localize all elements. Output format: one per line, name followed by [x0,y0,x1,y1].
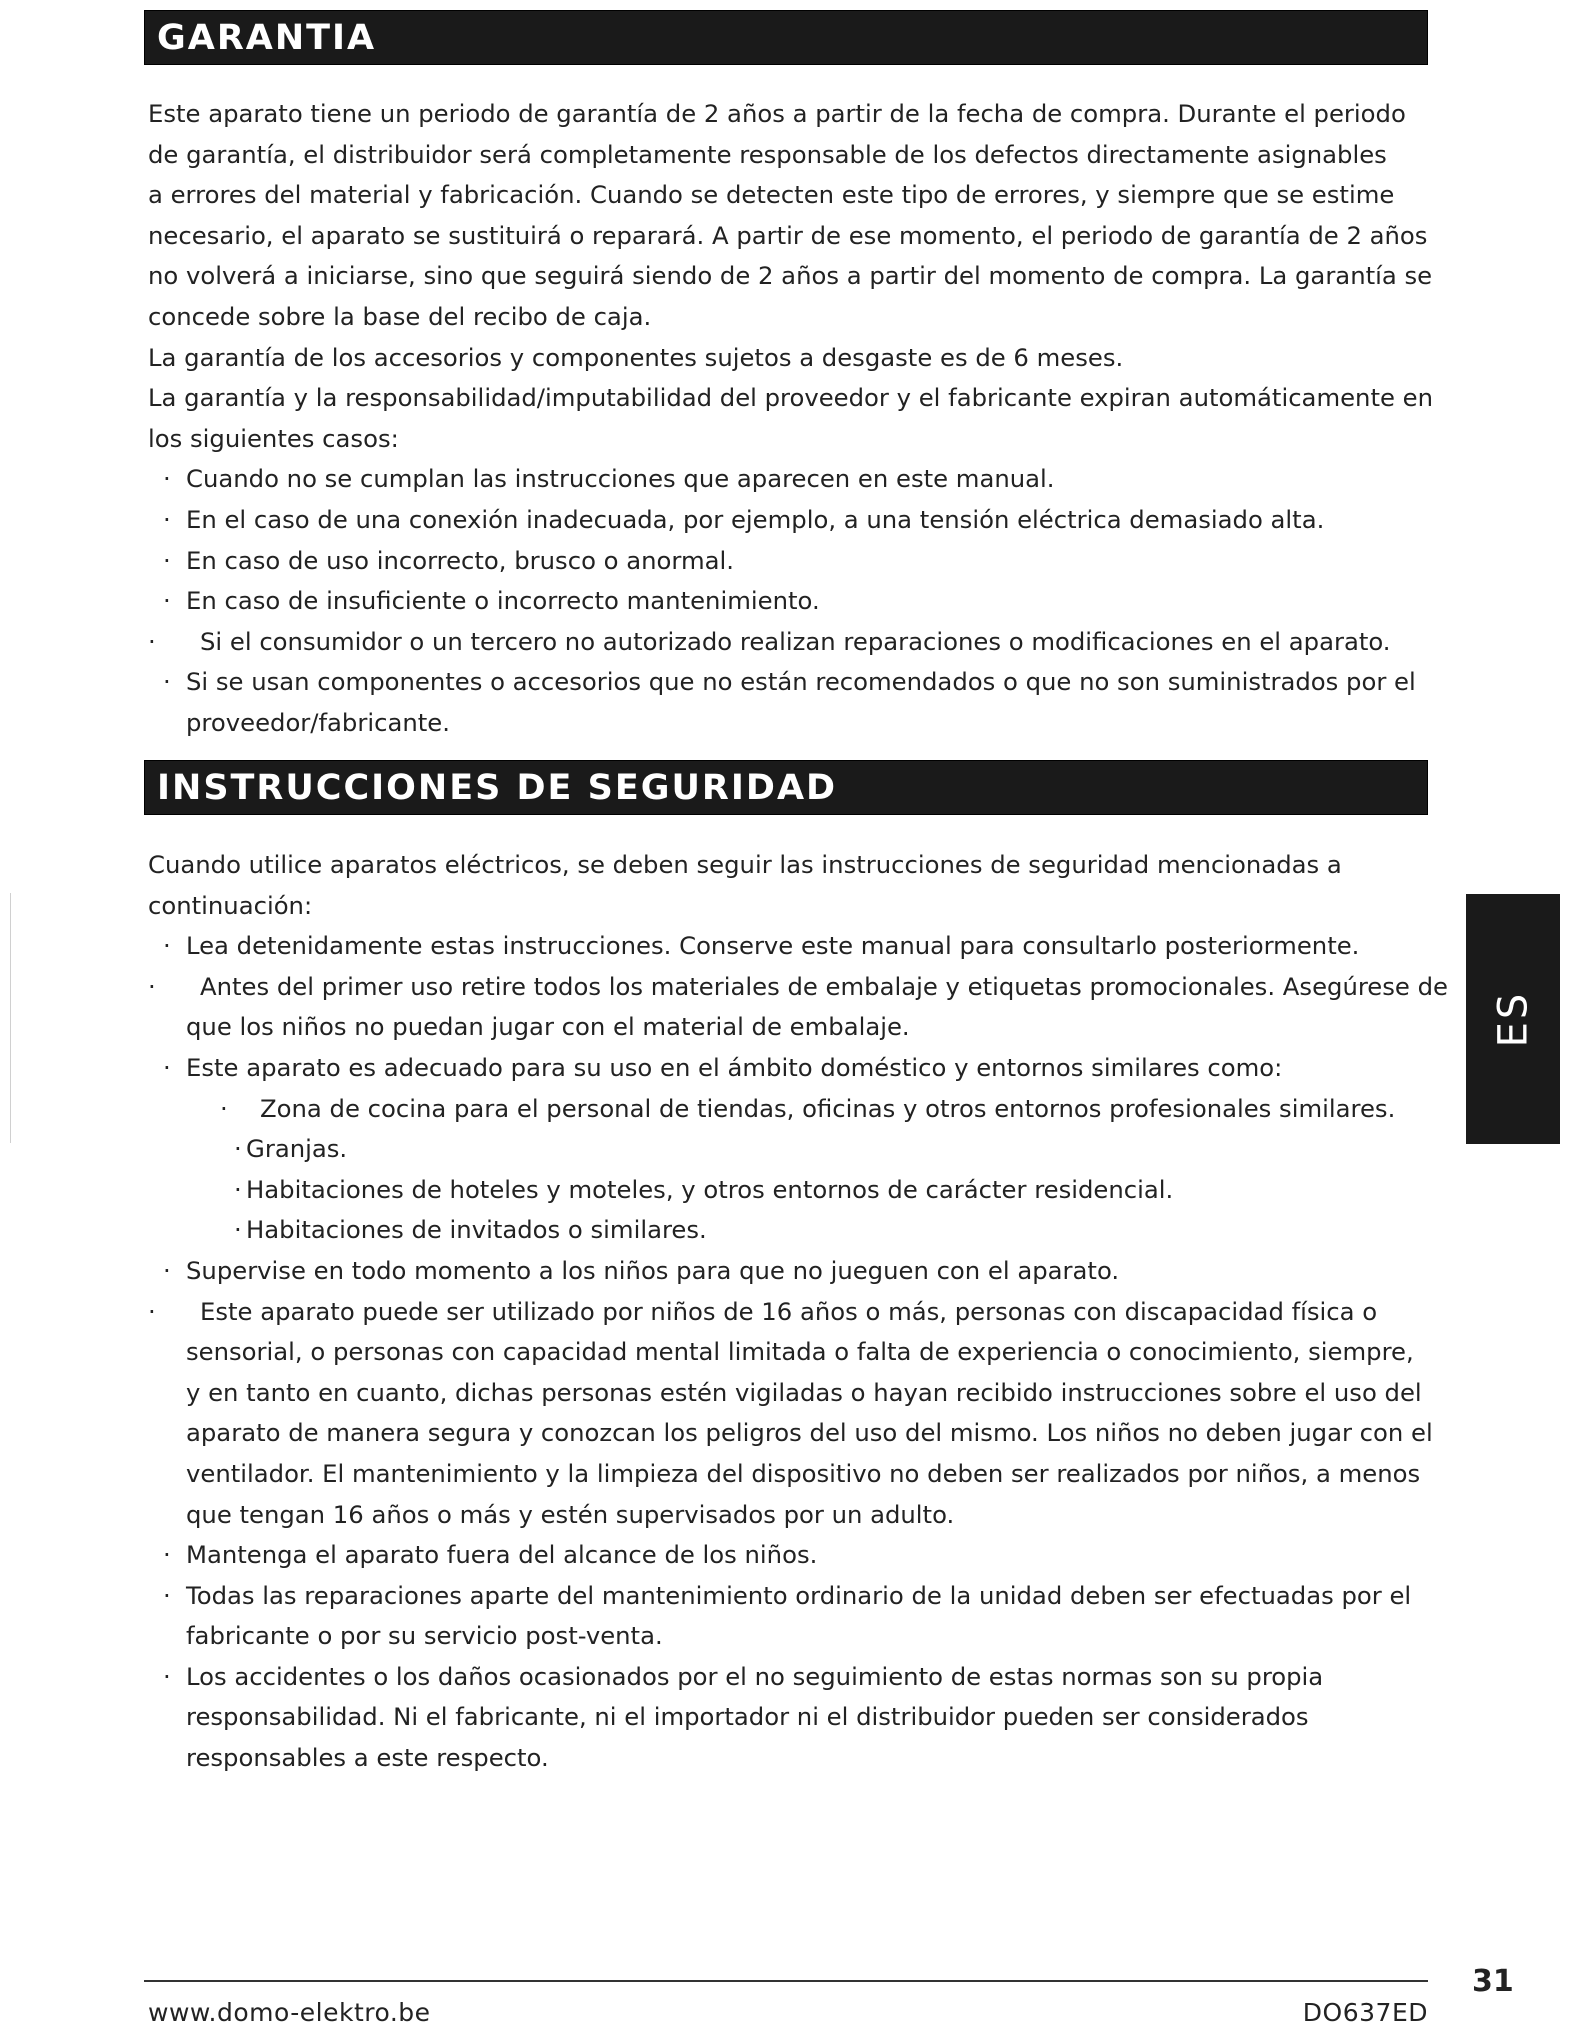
list-item [148,1048,1438,1089]
list-item-continuation [148,1007,1438,1048]
paragraph-line: de garantía, el distribuidor será completamente responsable de los defectos directamente asignables [148,139,1387,169]
paragraph-line: continuación: [148,890,313,920]
bullet-icon [234,1129,242,1170]
list-item [148,1535,1438,1576]
bullet-icon [163,1251,171,1292]
list-item [148,967,1448,1008]
list-item-continuation [148,1495,1438,1536]
list-item-continuation [148,1697,1438,1738]
list-item-text: Este aparato es adecuado para su uso en el ámbito doméstico y entornos similares como: [186,1052,1283,1082]
list-item-text: responsabilidad. Ni el fabricante, ni el importador ni el distribuidor pueden ser considerados [186,1702,1309,1732]
list-item [148,459,1438,500]
paragraph-line: Cuando utilice aparatos eléctricos, se deben seguir las instrucciones de seguridad mencionadas a [148,850,1342,879]
list-item-text: En caso de uso incorrecto, brusco o anormal. [186,545,734,575]
seguridad-heading: INSTRUCCIONES DE SEGURIDAD [144,760,1428,815]
list-item-text: Si se usan componentes o accesorios que no están recomendados o que no son suministrados por el [186,667,1416,697]
list-item-text: Mantenga el aparato fuera del alcance de los niños. [186,1540,818,1570]
list-item [148,926,1438,967]
bullet-icon [148,622,156,663]
sub-list-item [148,1089,1438,1130]
list-item [148,1657,1438,1698]
list-item-text: Zona de cocina para el personal de tiendas, oficinas y otros entornos profesionales similares. [260,1093,1396,1123]
bullet-icon [163,926,171,967]
list-item-text: Si el consumidor o un tercero no autorizado realizan reparaciones o modificaciones en el aparato. [200,626,1391,656]
bullet-icon [163,1048,171,1089]
list-item-text: que los niños no puedan jugar con el material de embalaje. [186,1012,910,1042]
footer-model: DO637ED [1302,1998,1428,2027]
garantia-body [148,94,1438,744]
bullet-icon [148,967,156,1008]
sub-list-item [148,1170,1438,1211]
footer-website: www.domo-elektro.be [148,1998,431,2027]
paragraph-line: los siguientes casos: [148,423,399,453]
paragraph-line: La garantía de los accesorios y componentes sujetos a desgaste es de 6 meses. [148,342,1124,372]
list-item [148,1251,1438,1292]
list-item-text: Supervise en todo momento a los niños para que no jueguen con el aparato. [186,1255,1120,1285]
list-item-text: Habitaciones de hoteles y moteles, y otros entornos de carácter residencial. [246,1174,1174,1204]
paragraph-line: no volverá a iniciarse, sino que seguirá siendo de 2 años a partir del momento de compra. La garantía se [148,261,1433,291]
bullet-icon [163,581,171,622]
sub-list-item [148,1210,1438,1251]
bullet-icon [234,1210,242,1251]
list-item-text: En el caso de una conexión inadecuada, por ejemplo, a una tensión eléctrica demasiado alta. [186,504,1325,534]
list-item-text: responsables a este respecto. [186,1743,549,1773]
list-item-text: sensorial, o personas con capacidad mental limitada o falta de experiencia o conocimiento, siempre, [186,1337,1414,1367]
list-item-text: Todas las reparaciones aparte del mantenimiento ordinario de la unidad deben ser efectuadas por el [186,1580,1412,1610]
list-item-continuation [148,1332,1438,1373]
list-item-text: Cuando no se cumplan las instrucciones que aparecen en este manual. [186,464,1055,494]
paragraph-line: La garantía y la responsabilidad/imputabilidad del proveedor y el fabricante expiran automáticamente en [148,383,1434,413]
margin-rule [10,893,11,1143]
bullet-icon [163,1535,171,1576]
page-number: 31 [1472,1964,1514,1999]
list-item-continuation [148,1738,1438,1779]
bullet-icon [163,662,171,703]
list-item-text: Antes del primer uso retire todos los materiales de embalaje y etiquetas promocionales. Asegúrese de [200,971,1448,1001]
bullet-icon [163,459,171,500]
list-item-text: aparato de manera segura y conozcan los peligros del uso del mismo. Los niños no deben jugar con el [186,1418,1433,1448]
bullet-icon [163,1576,171,1617]
bullet-icon [220,1089,228,1130]
list-item [148,581,1438,622]
list-item-text: ventilador. El mantenimiento y la limpieza del dispositivo no deben ser realizados por niños, a menos [186,1458,1421,1488]
paragraph-line: a errores del material y fabricación. Cuando se detecten este tipo de errores, y siempre que se estime [148,180,1395,210]
list-item-continuation [148,1373,1438,1414]
list-item [148,500,1438,541]
list-item-text: Lea detenidamente estas instrucciones. Conserve este manual para consultarlo posteriormente. [186,931,1360,961]
garantia-heading: GARANTIA [144,10,1428,65]
list-item-text: Habitaciones de invitados o similares. [246,1215,707,1245]
list-item-continuation [148,703,1438,744]
list-item [148,1576,1438,1617]
list-item-text: Granjas. [246,1134,348,1164]
paragraph-line: necesario, el aparato se sustituirá o reparará. A partir de ese momento, el periodo de garantía de 2 años [148,220,1428,250]
bullet-icon [148,1292,156,1333]
seguridad-body [148,845,1448,1779]
language-tab-label: ES [1489,990,1536,1048]
language-tab [1466,894,1560,1144]
list-item-text: Este aparato puede ser utilizado por niños de 16 años o más, personas con discapacidad física o [200,1296,1378,1326]
list-item-text: En caso de insuficiente o incorrecto mantenimiento. [186,586,820,616]
list-item-text: Los accidentes o los daños ocasionados por el no seguimiento de estas normas son su propia [186,1661,1324,1691]
list-item [148,541,1438,582]
bullet-icon [163,1657,171,1698]
list-item [148,662,1438,703]
list-item [148,622,1438,663]
list-item [148,1292,1438,1333]
list-item-text: que tengan 16 años o más y estén supervisados por un adulto. [186,1499,955,1529]
bullet-icon [163,541,171,582]
paragraph-line: concede sobre la base del recibo de caja. [148,301,652,331]
paragraph-line: Este aparato tiene un periodo de garantía de 2 años a partir de la fecha de compra. Durante el periodo [148,99,1406,128]
list-item-text: y en tanto en cuanto, dichas personas estén vigiladas o hayan recibido instrucciones sobre el uso del [186,1377,1422,1407]
list-item-continuation [148,1454,1438,1495]
bullet-icon [163,500,171,541]
footer-divider [144,1980,1428,1982]
list-item-text: proveedor/fabricante. [186,707,450,737]
sub-list-item [148,1129,1438,1170]
bullet-icon [234,1170,242,1211]
list-item-continuation [148,1413,1438,1454]
list-item-text: fabricante o por su servicio post-venta. [186,1621,663,1651]
list-item-continuation [148,1616,1438,1657]
